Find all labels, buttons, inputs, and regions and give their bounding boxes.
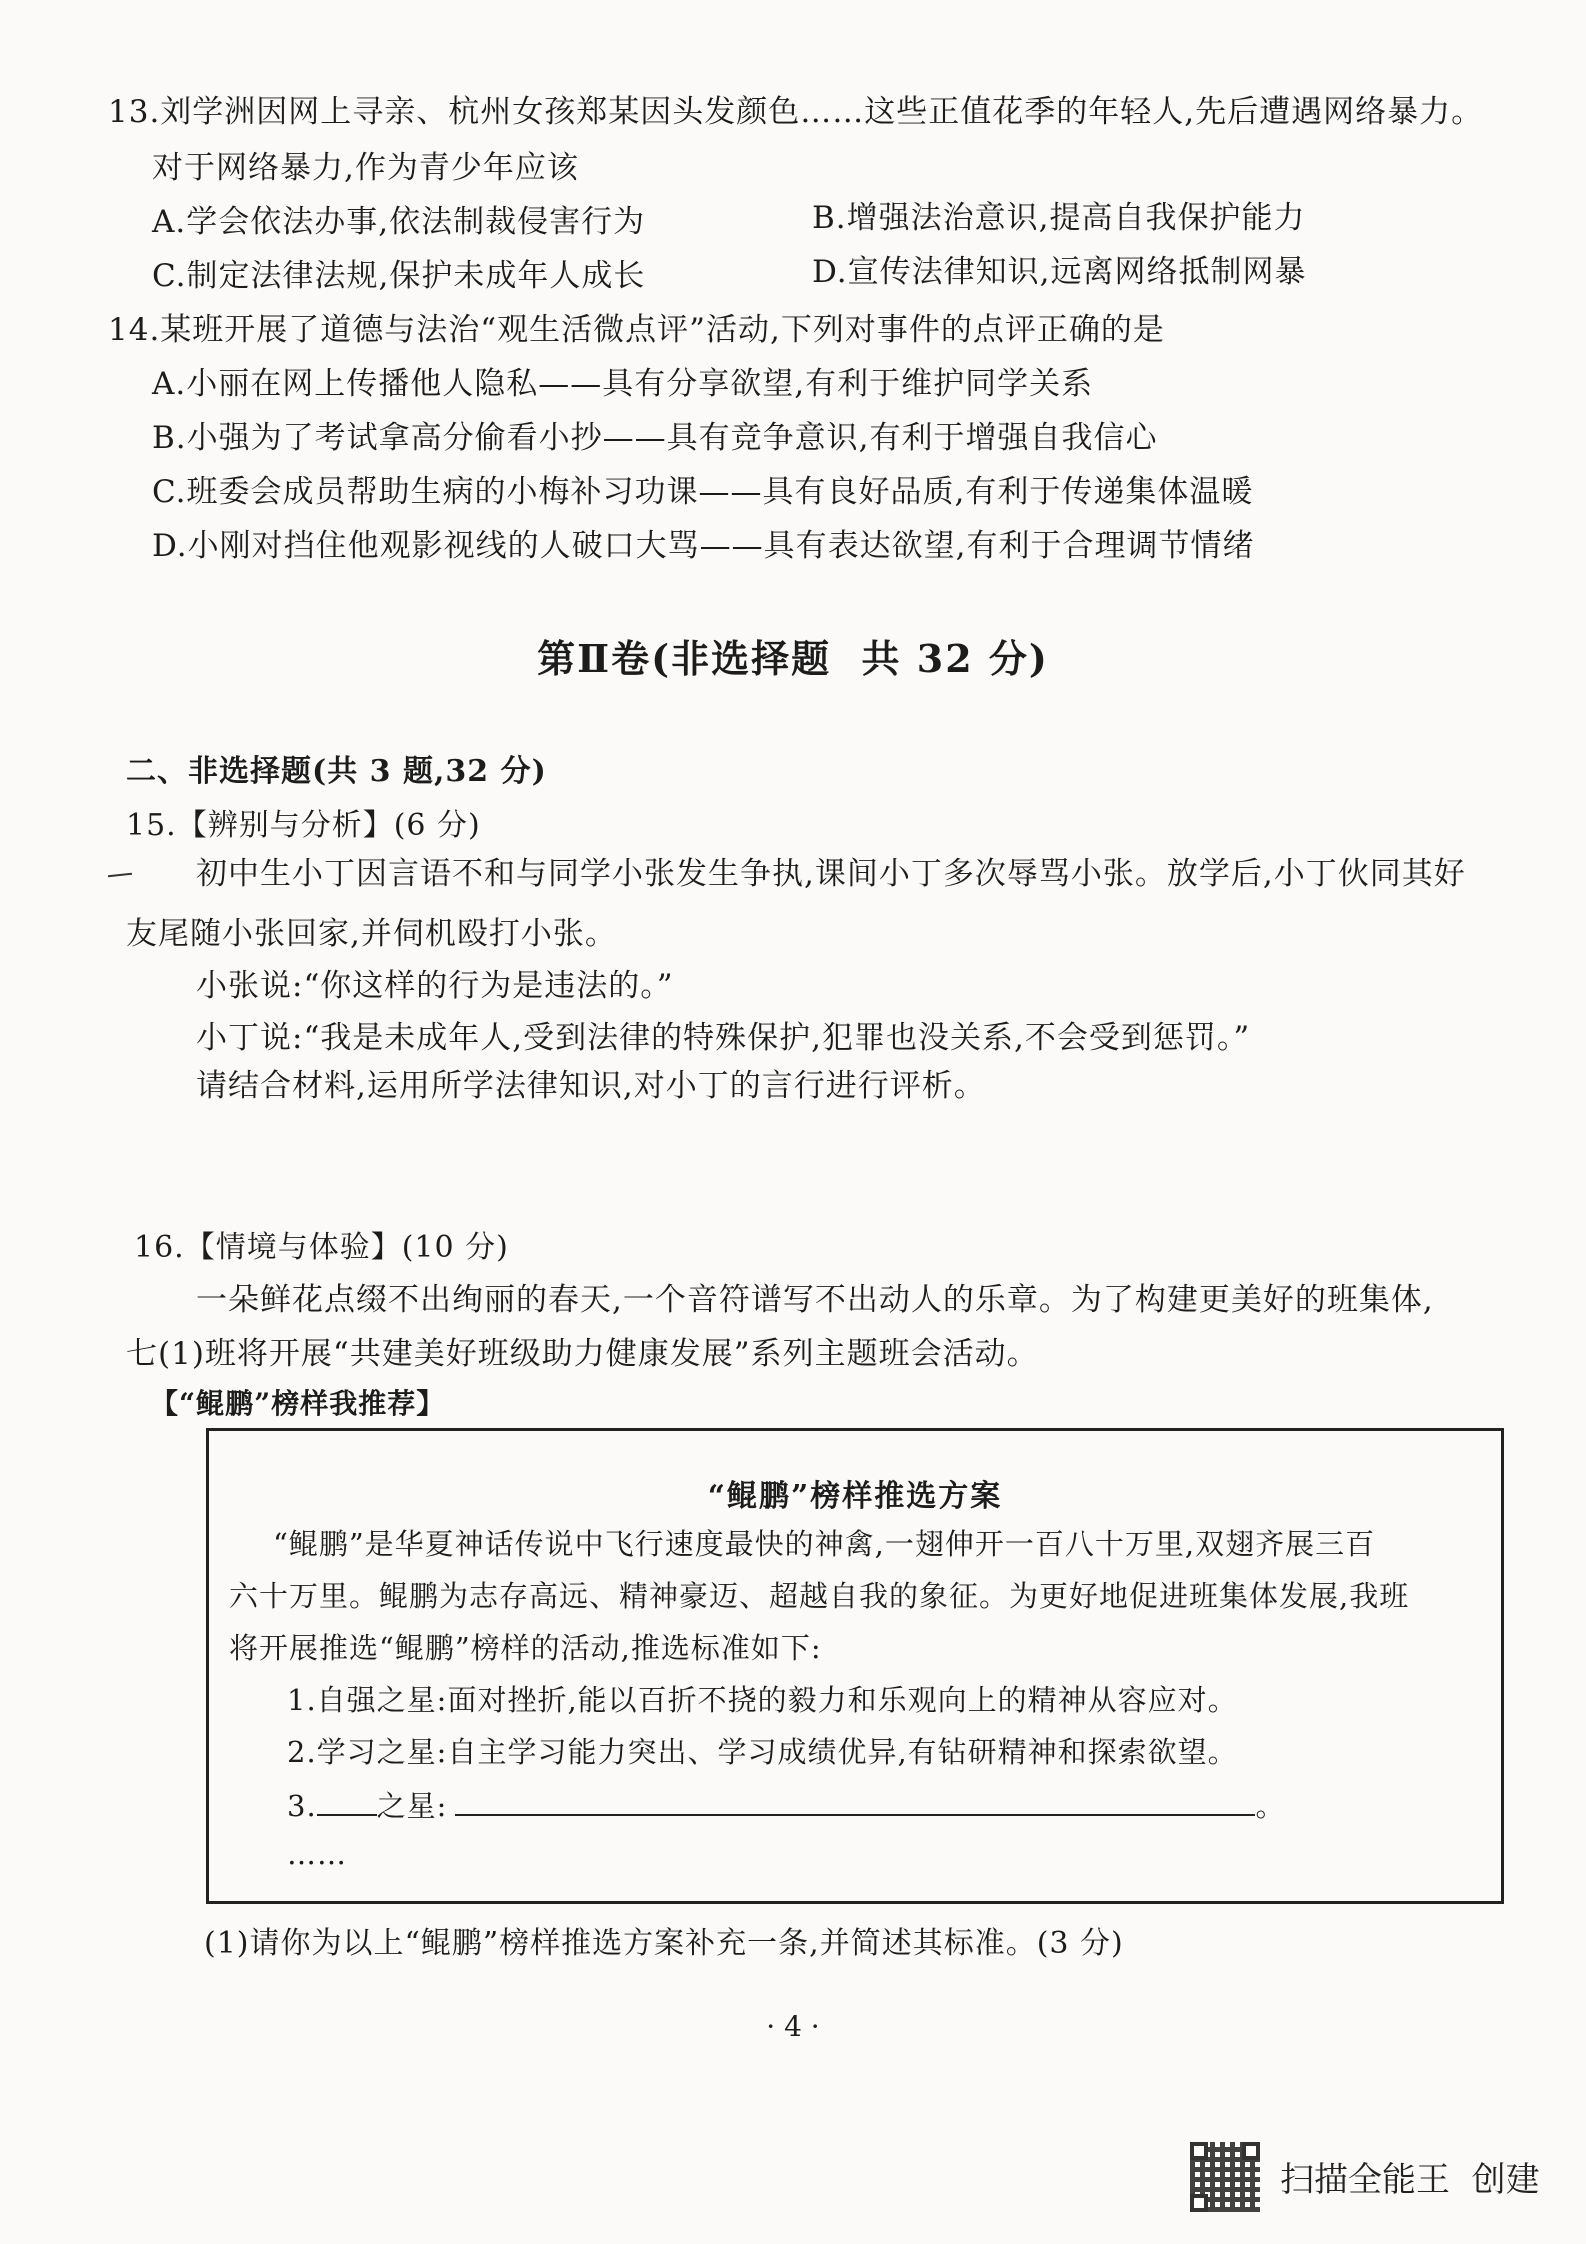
criterion-3 [287, 1787, 1285, 1825]
q13-stem-line2: 对于网络暴力,作为青少年应该 [152, 150, 579, 186]
q15-quote-zhang: 小张说:“你这样的行为是违法的。” [196, 968, 674, 1004]
q15-para1-line2: 友尾随小张回家,并伺机殴打小张。 [126, 916, 617, 952]
q16-sub-heading: 【“鲲鹏”榜样我推荐】 [150, 1387, 446, 1420]
q14-option-d: D.小刚对挡住他观影视线的人破口大骂——具有表达欲望,有利于合理调节情绪 [152, 528, 1255, 564]
q14-option-a: A.小丽在网上传播他人隐私——具有分享欲望,有利于维护同学关系 [152, 366, 1094, 402]
plan-box [206, 1428, 1504, 1904]
q16-intro-line2: 七(1)班将开展“共建美好班级助力健康发展”系列主题班会活动。 [126, 1336, 1039, 1372]
q13-option-c: C.制定法律法规,保护未成年人成长 [152, 258, 646, 294]
q14-stem: 14.某班开展了道德与法治“观生活微点评”活动,下列对事件的点评正确的是 [108, 312, 1165, 348]
plan-box-line1: “鲲鹏”是华夏神话传说中飞行速度最快的神禽,一翅伸开一百八十万里,双翅齐展三百 [273, 1527, 1376, 1561]
q16-task1: (1)请你为以上“鲲鹏”榜样推选方案补充一条,并简述其标准。(3 分) [204, 1926, 1124, 1961]
criterion-3-standard-blank[interactable] [455, 1788, 1255, 1816]
plan-box-title: “鲲鹏”榜样推选方案 [707, 1479, 1003, 1514]
plan-box-line3: 将开展推选“鲲鹏”榜样的活动,推选标准如下: [229, 1631, 822, 1665]
criterion-3-end: 。 [1255, 1789, 1286, 1823]
criterion-3-mid: 之星: [376, 1789, 448, 1823]
q13-option-a: A.学会依法办事,依法制裁侵害行为 [152, 204, 646, 240]
qr-code-icon [1190, 2142, 1260, 2212]
scanner-watermark-text: 扫描全能王 创建 [1280, 2160, 1540, 2200]
page-number: · 4 · [766, 2010, 820, 2043]
qr-finder-top-left [1190, 2142, 1208, 2160]
pen-mark [108, 873, 132, 877]
part-2-heading: 二、非选择题(共 3 题,32 分) [126, 754, 547, 789]
section-2-title: 第Ⅱ卷(非选择题 共 32 分) [537, 636, 1049, 681]
plan-box-line2: 六十万里。鲲鹏为志存高远、精神豪迈、超越自我的象征。为更好地促进班集体发展,我班 [229, 1579, 1410, 1613]
q14-option-b: B.小强为了考试拿高分偷看小抄——具有竞争意识,有利于增强自我信心 [152, 420, 1158, 456]
criterion-2: 2.学习之星:自主学习能力突出、学习成绩优异,有钻研精神和探索欲望。 [287, 1735, 1238, 1769]
q15-quote-ding: 小丁说:“我是未成年人,受到法律的特殊保护,犯罪也没关系,不会受到惩罚。” [196, 1020, 1251, 1056]
plan-box-ellipsis: …… [287, 1837, 347, 1871]
q16-intro-line1: 一朵鲜花点缀不出绚丽的春天,一个音符谱写不出动人的乐章。为了构建更美好的班集体, [196, 1282, 1434, 1318]
criterion-3-name-blank[interactable] [317, 1788, 377, 1816]
criterion-1: 1.自强之星:面对挫折,能以百折不挠的毅力和乐观向上的精神从容应对。 [287, 1683, 1238, 1717]
q15-heading: 15.【辨别与分析】(6 分) [126, 808, 481, 843]
q16-heading: 16.【情境与体验】(10 分) [134, 1230, 509, 1265]
q13-option-d: D.宣传法律知识,远离网络抵制网暴 [812, 254, 1307, 290]
q15-task: 请结合材料,运用所学法律知识,对小丁的言行进行评析。 [196, 1068, 986, 1104]
q15-para1-line1: 初中生小丁因言语不和与同学小张发生争执,课间小丁多次辱骂小张。放学后,小丁伙同其好 [196, 856, 1466, 892]
q13-option-b: B.增强法治意识,提高自我保护能力 [812, 200, 1306, 236]
criterion-3-prefix: 3. [287, 1789, 317, 1823]
q13-stem-line1: 13.刘学洲因网上寻亲、杭州女孩郑某因头发颜色……这些正值花季的年轻人,先后遭遇网络暴力。 [108, 94, 1484, 130]
qr-finder-bottom-left [1190, 2194, 1208, 2212]
qr-finder-top-right [1242, 2142, 1260, 2160]
q14-option-c: C.班委会成员帮助生病的小梅补习功课——具有良好品质,有利于传递集体温暖 [152, 474, 1254, 510]
